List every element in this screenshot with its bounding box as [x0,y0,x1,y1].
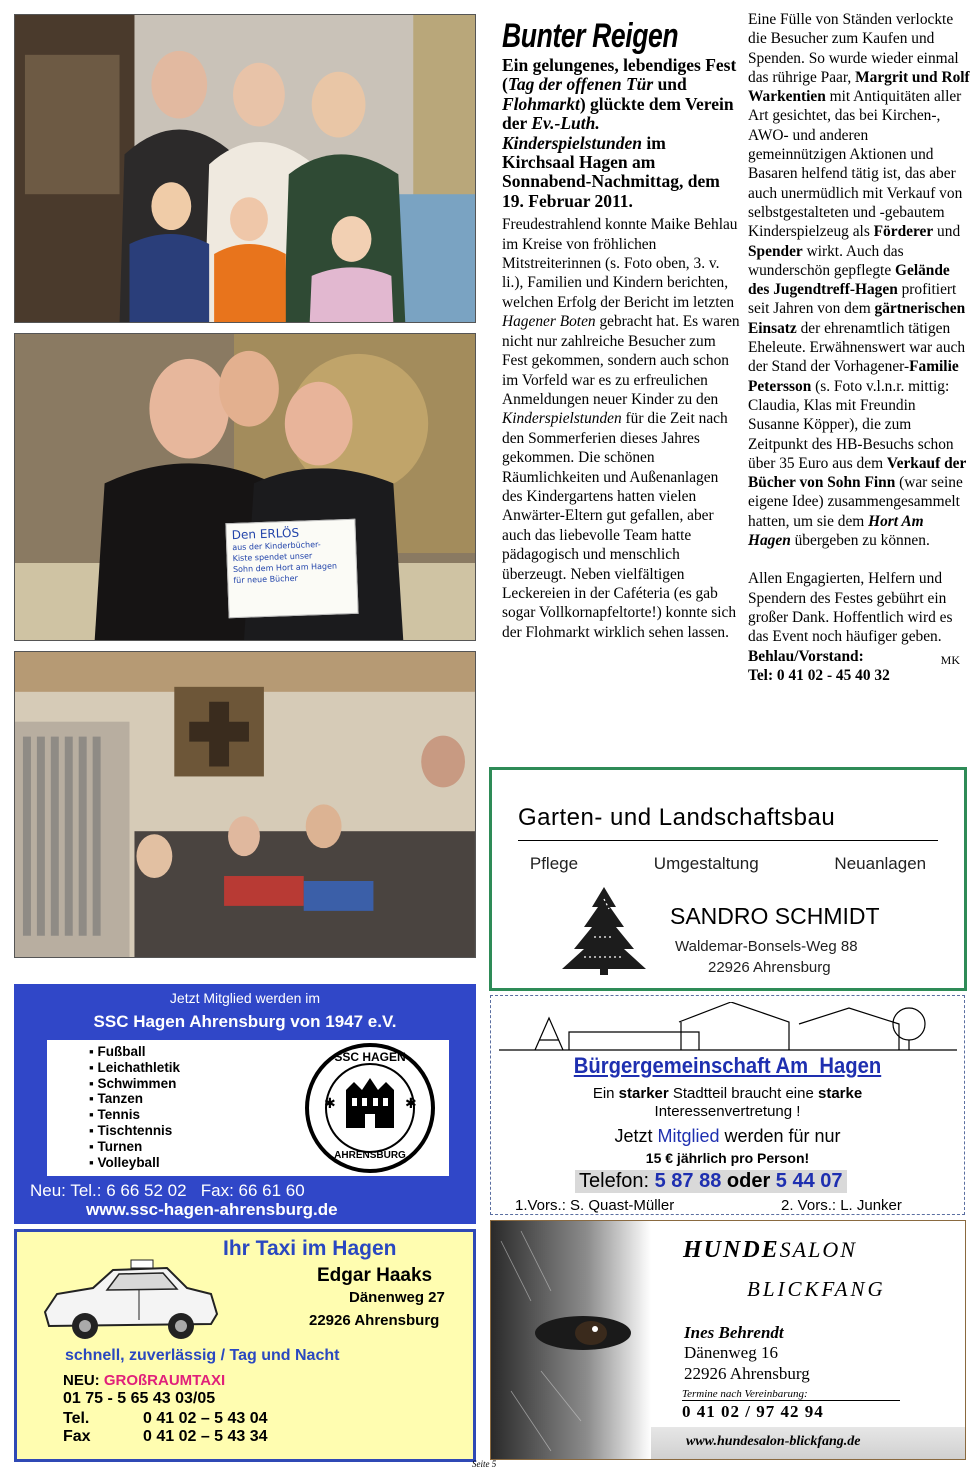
service-neuanlagen: Neuanlagen [834,854,927,873]
ssc-web[interactable]: www.ssc-hagen-ahrensburg.de [86,1200,338,1219]
hunde-owner: Ines Behrendt [684,1323,784,1342]
sport-item: ▪ Leichathletik [89,1059,181,1075]
photo-group-women-children [14,14,476,323]
sport-item: ▪ Schwimmen [89,1075,177,1091]
article-lead: Ein gelungenes, lebendiges Fest (Tag der offenen Tür und Flohmarkt) glückte dem Verein der Ev.-Luth. Kinderspielstunden im Kirchsaal Hagen am Sonnabend-Nachmittag, dem 19. Februar 2011. [502,55,737,211]
sign-line-4: Sohn dem Hort am Hagen [232,561,338,575]
bg-vors-1: 1.Vors.: S. Quast-Müller [515,1197,675,1214]
taxi-street: Dänenweg 27 [349,1289,445,1306]
bg-line-2: Interessenvertretung ! [654,1103,801,1120]
taxi-title: Ihr Taxi im Hagen [223,1237,397,1260]
hunde-termine: Termine nach Vereinbarung: [682,1388,900,1401]
service-umgestaltung: Umgestaltung [653,854,759,873]
page-number: Seite 5 [472,1459,497,1469]
ad-taxi-haaks [14,1229,476,1462]
bg-vors-2: 2. Vors.: L. Junker [781,1197,902,1214]
sign-line-2: aus der Kinderbücher- [232,539,321,553]
erloes-sign [225,519,358,618]
sport-item: ▪ Tischtennis [89,1122,173,1138]
sign-line-3: Kiste spendet unser [232,551,313,564]
svg-text:✱: ✱ [405,1096,417,1112]
fir-tree-icon [554,885,654,975]
ad-hundesalon [490,1220,966,1460]
author-initials: MK [940,652,960,667]
bg-line-4: 15 € jährlich pro Person! [645,1150,810,1166]
ad-ssc-hagen [14,984,476,1224]
houses-outline-icon [499,1002,957,1056]
bg-line-1: Ein starker Stadtteil braucht eine starke [592,1085,863,1102]
contact-tel: Tel: 0 41 02 - 45 40 32 [748,666,890,684]
ssc-intro: Jetzt Mitglied werden im [169,990,321,1006]
ssc-logo-top-text: SSC HAGEN [334,1050,406,1064]
hunde-street: Dänenweg 16 [684,1343,778,1362]
bg-phone: Telefon: 5 87 88 oder 5 44 07 [575,1170,847,1193]
hunde-city: 22926 Ahrensburg [684,1364,810,1383]
service-pflege: Pflege [529,854,579,873]
hunde-title-2: BLICKFANG [747,1277,886,1301]
hunde-title-1: HUNDESALON [683,1237,857,1263]
sign-line-5: für neue Bücher [233,573,298,586]
sport-item: ▪ Tanzen [89,1091,144,1107]
ssc-club-name: SSC Hagen Ahrensburg von 1947 e.V. [93,1012,397,1031]
dog-eye-photo [491,1221,651,1460]
contact-label: Behlau/Vorstand: [748,647,864,665]
ad-buergergemeinschaft [490,995,965,1215]
taxi-city: 22926 Ahrensburg [309,1312,440,1329]
hunde-tel: 0 41 02 / 97 42 94 [682,1402,824,1421]
photo-family-with-sign [14,333,476,641]
taxi-neu: NEU: GROßRAUMTAXI [63,1372,226,1389]
photo-flea-market [14,651,476,958]
ssc-logo-bottom-text: AHRENSBURG [334,1150,406,1161]
ssc-sports-list [89,1044,180,1170]
article-column-2 [748,10,970,685]
sign-line-1: Den ERLÖS [231,525,300,543]
taxi-owner: Edgar Haaks [317,1265,433,1286]
sport-item: ▪ Volleyball [89,1154,160,1170]
hunde-web[interactable]: www.hundesalon-blickfang.de [686,1434,861,1449]
taxi-tel: Tel. 0 41 02 – 5 43 04 [63,1410,268,1427]
garten-street: Waldemar-Bonsels-Weg 88 [675,938,858,955]
garten-title: Garten- und Landschaftsbau [518,804,836,831]
taxi-fax: Fax 0 41 02 – 5 43 34 [63,1428,268,1445]
article-body: Freudestrahlend konnte Maike Behlau im Kreise von fröhlichen Mitstreiterinnen (s. Foto oben, 3. v. li.), Familien und Kindern berichten, welchen Erfolg der Bericht im letzten Hagener Boten gebracht hat. Es waren nicht nur zahlreiche Besucher zum Fest gekommen, sondern auch schon im Vorfeld war es zu erfreulichen Anmeldungen neuer Kinder zu den Kinderspielstunden für die Zeit nach den Sommerferien dieses Jahres gekommen. Die schönen Räumlichkeiten und Außenanlagen des Kindergartens hatten vielen Anwärter-Eltern gut gefallen, aber auch das liebevolle Team hatte pädagogisch und menschlich überzeugt. Neben vielfältigen Leckereien in der Caféteria (es gab sogar Vollkornapfeltorte!) konnte sich der Flohmarkt wirklich sehen lassen. [502,216,740,641]
garten-city: 22926 Ahrensburg [708,959,831,976]
sport-item: ▪ Tennis [89,1107,141,1123]
article-column-1 [502,16,742,642]
sport-item: ▪ Fußball [89,1044,146,1059]
svg-text:✱: ✱ [324,1096,336,1112]
taxi-slogan: schnell, zuverlässig / Tag und Nacht [65,1347,340,1364]
taxi-car-icon [35,1254,221,1346]
article-title: Bunter Reigen [502,17,679,55]
ad-garten-landschaftsbau [489,767,967,991]
garten-owner: SANDRO SCHMIDT [670,903,880,929]
sport-item: ▪ Turnen [89,1138,143,1154]
bg-title: Bürgergemeinschaft Am Hagen [573,1053,882,1078]
article-closing: Allen Engagierten, Helfern und Spendern des Festes gebührt ein großer Dank. Hoffentlich wird es das Event noch häufiger geben. MK [748,569,970,646]
bg-line-3: Jetzt Mitglied werden für nur [614,1126,841,1146]
article-col2-text: Eine Fülle von Ständen verlockte die Besucher zum Kaufen und Spenden. So wurde wieder einmal das rührige Paar, Margrit und Rolf Warkentien mit Antiquitäten aller Art gesichtet, das bei Kirchen-, AWO- und anderen gemeinnützigen Aktionen und Basaren helfend tätig ist, das aber auch unermüdlich mit Verkauf von selbstgestalteten und -gebautem Kinderspielzeug als Förderer und Spender wirkt. Auch das wunderschön gepflegte Gelände des Jugendtreff-Hagen profitiert seit Jahren von dem gärtnerischen Einsatz der ehrenamtlich tätigen Eheleute. Erwähnenswert war auch der Stand der Vorhagener-Familie Petersson (s. Foto v.l.n.r. mittig: Claudia, Klas mit Freundin Susanne Köpper), die zum Zeitpunkt des HB-Besuchs schon über 35 Euro aus dem Verkauf der Bücher von Sohn Finn (war seine eigene Idee) zusammengesammelt hatten, um sie dem Hort Am Hagen übergeben zu können. [748,11,970,550]
taxi-mobile: 01 75 - 5 65 43 03/05 [63,1390,216,1407]
ssc-inner-panel [47,1040,449,1176]
ssc-tel: Neu: Tel.: 6 66 52 02 Fax: 66 61 60 [30,1181,305,1200]
